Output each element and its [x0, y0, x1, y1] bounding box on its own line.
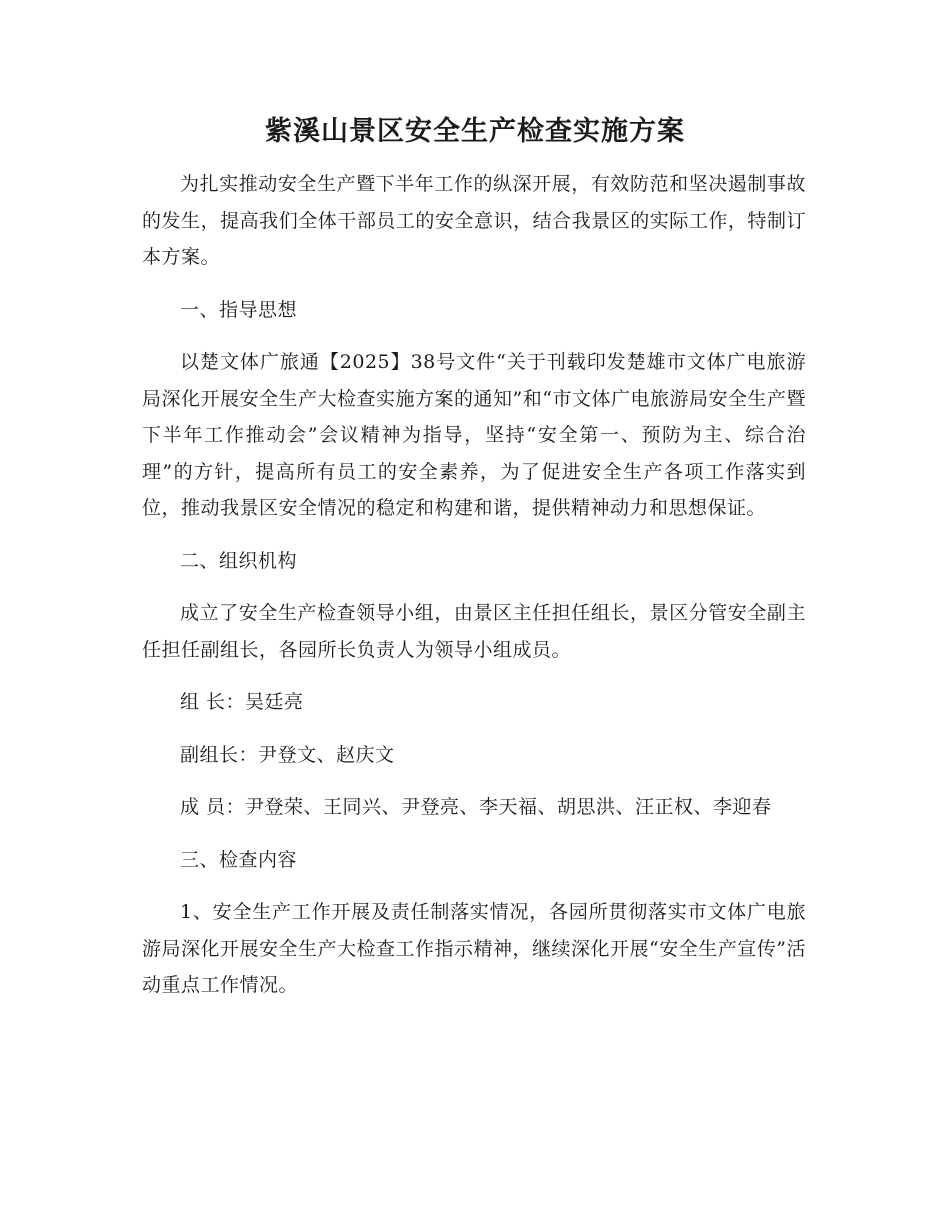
document-title: 紫溪山景区安全生产检查实施方案	[265, 116, 685, 147]
section-heading-organization: 二、组织机构	[180, 549, 298, 572]
guiding-ideology-paragraph: 以楚文体广旅通【2025】38号文件“关于刊载印发楚雄市文体广电旅游局深化开展安全生产大检查实施方案的通知”和“市文体广电旅游局安全生产暨下半年工作推动会”会议精神为指导，坚持“安全第一、预防为主、综合治理”的方针，提高所有员工的安全素养，为了促进安全生产各项工作落实到位，推动我景区安全情况的稳定和构建和谐，提供精神动力和思想保证。	[142, 351, 806, 519]
section-heading-guiding-ideology: 一、指导思想	[180, 298, 298, 321]
section-heading-inspection-content: 三、检查内容	[180, 848, 298, 871]
organization-paragraph: 成立了安全生产检查领导小组，由景区主任担任组长，景区分管安全副主任担任副组长，各园所长负责人为领导小组成员。	[142, 602, 806, 661]
intro-paragraph: 为扎实推动安全生产暨下半年工作的纵深开展，有效防范和坚决遏制事故的发生，提高我们全体干部员工的安全意识，结合我景区的实际工作，特制订本方案。	[142, 173, 806, 268]
member-leader: 组 长：吴廷亮	[180, 691, 304, 713]
inspection-item-1: 1、安全生产工作开展及责任制落实情况，各园所贯彻落实市文体广电旅游局深化开展安全生产大检查工作指示精神，继续深化开展“安全生产宣传”活动重点工作情况。	[142, 901, 806, 996]
member-deputy-leader: 副组长：尹登文、赵庆文	[180, 743, 395, 766]
member-list: 成 员：尹登荣、王同兴、尹登亮、李天福、胡思洪、汪正权、李迎春	[180, 796, 772, 818]
document-body	[142, 166, 806, 1004]
